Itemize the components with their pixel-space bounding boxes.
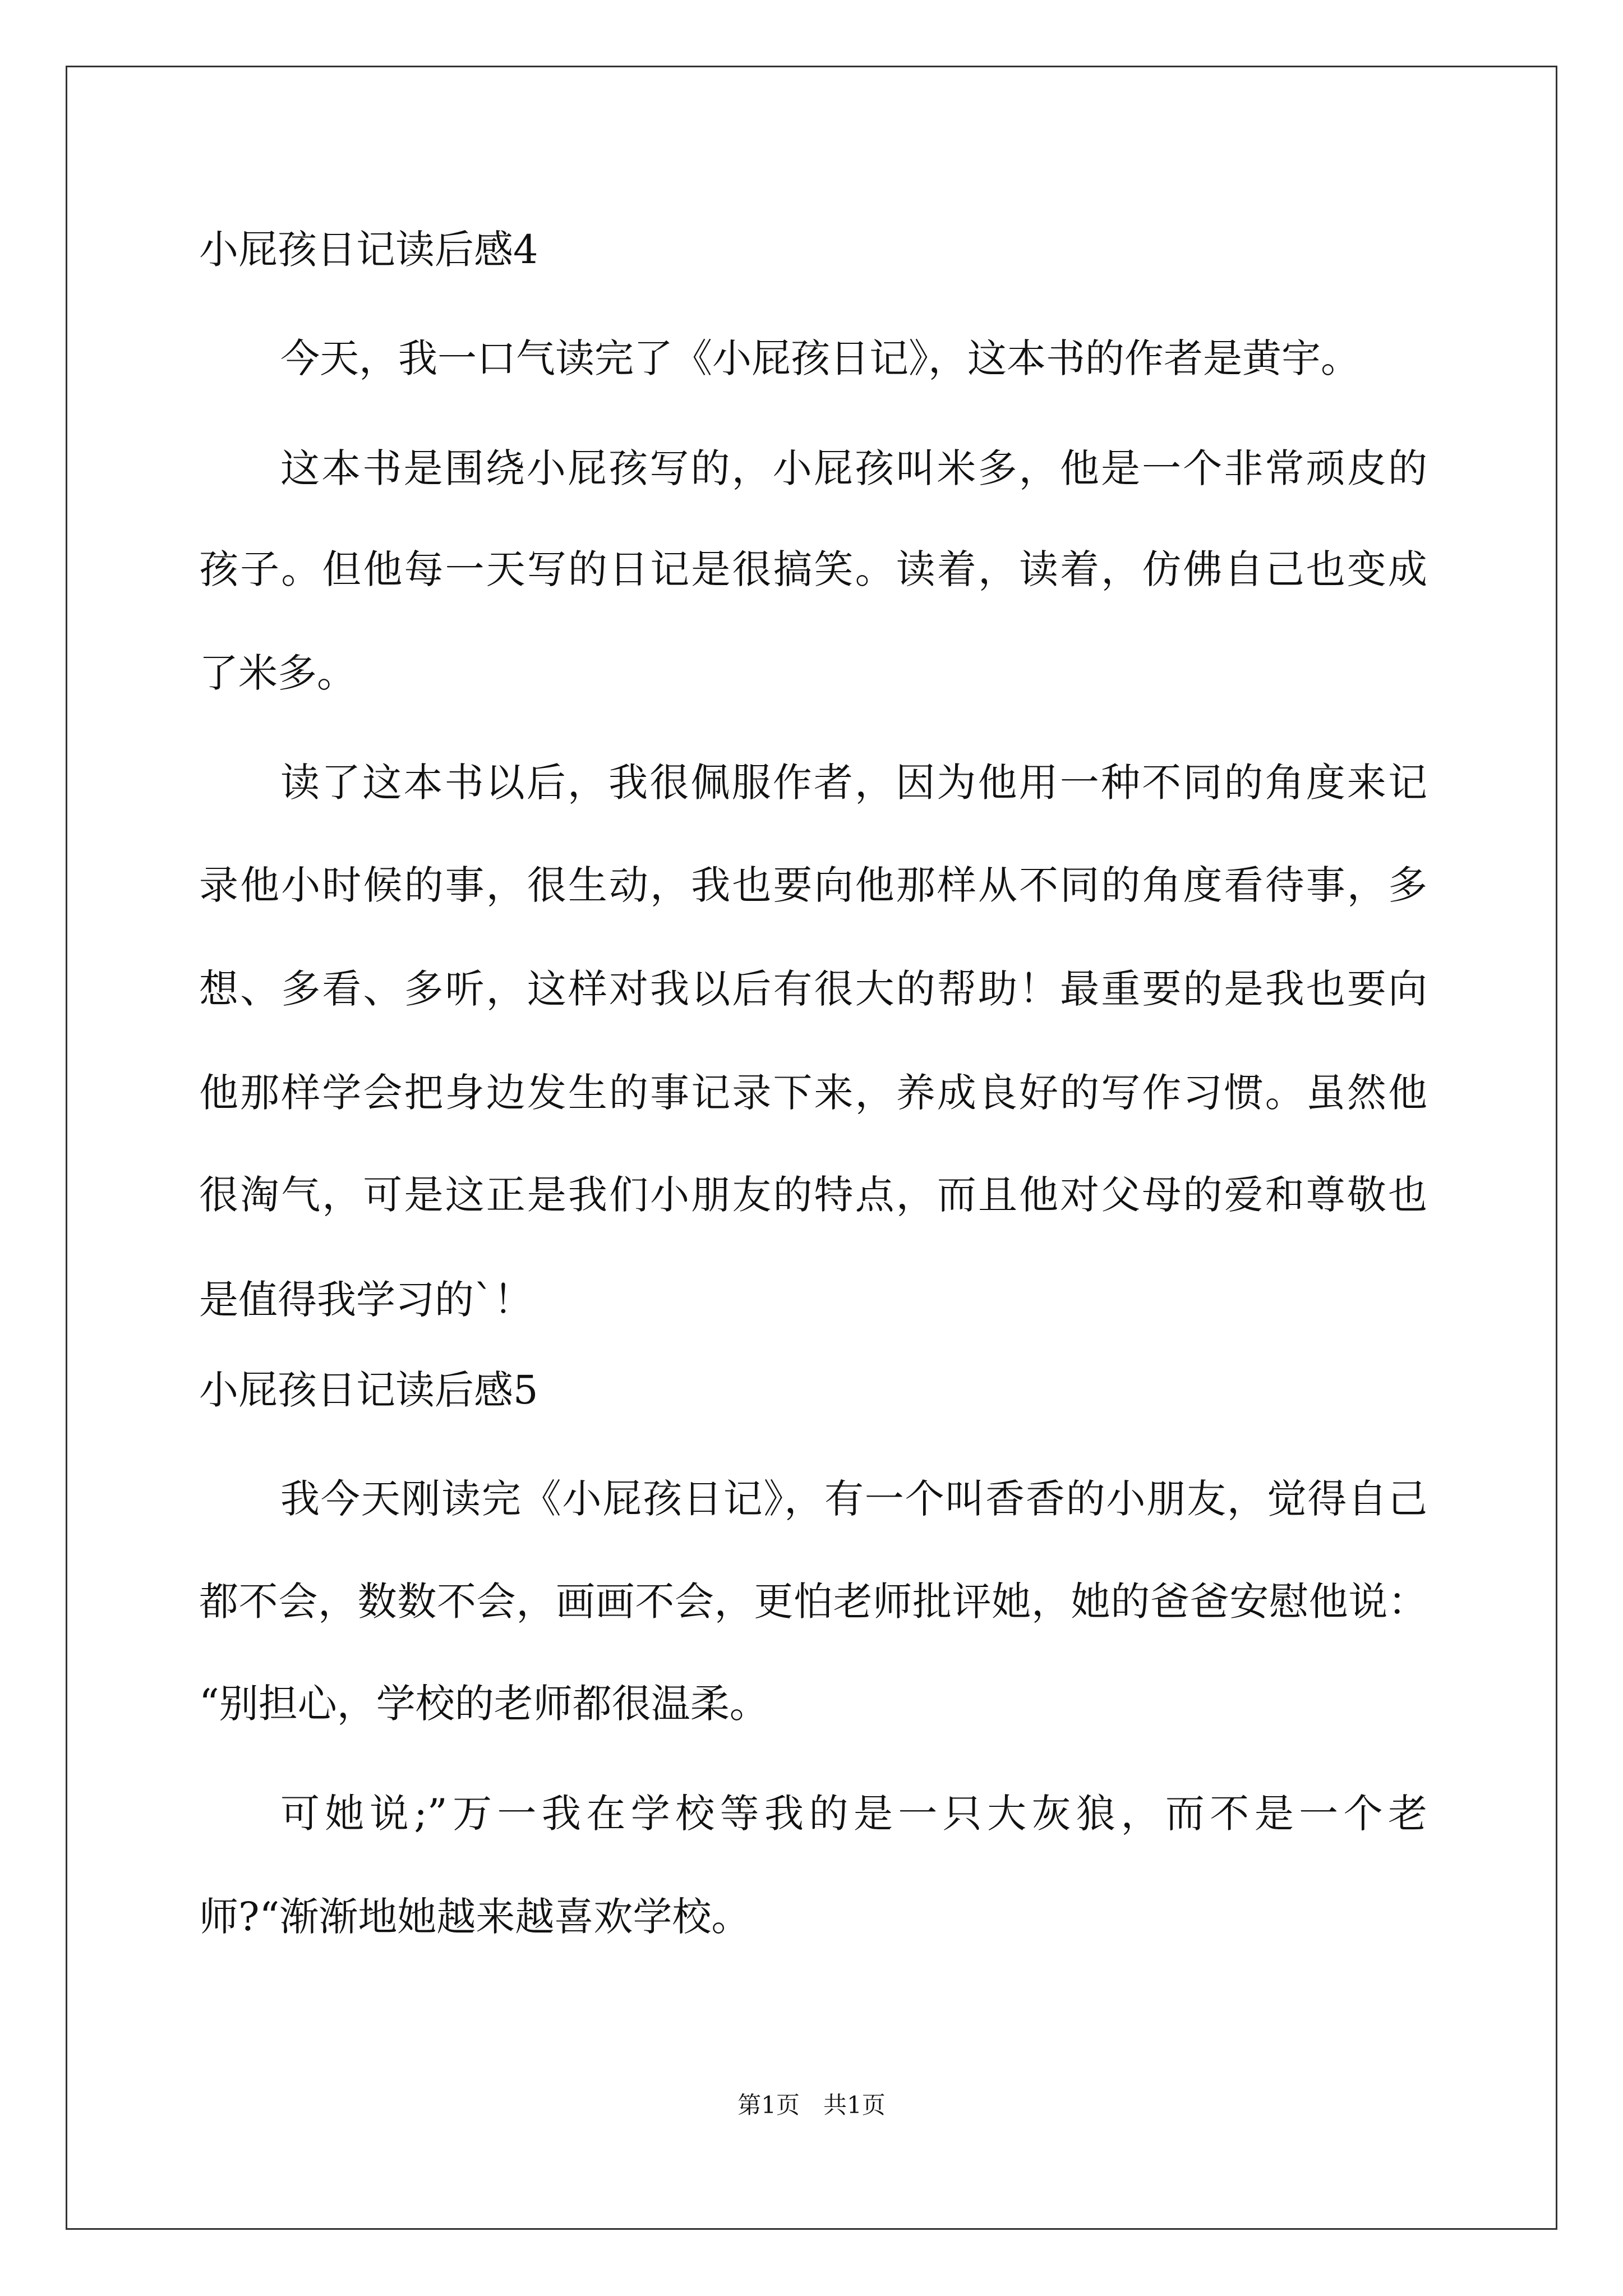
paragraph-4-2-line-2: 孩子。但他每一天写的日记是很搞笑。读着，读着，仿佛自己也变成 <box>199 546 1427 592</box>
paragraph-4-3-line-1: 读了这本书以后，我很佩服作者，因为他用一种不同的角度来记 <box>280 760 1427 806</box>
paragraph-4-2-line-1: 这本书是围绕小屁孩写的，小屁孩叫米多，他是一个非常顽皮的 <box>280 445 1427 491</box>
page-number-footer: 第1页 共1页 <box>737 2091 886 2119</box>
paragraph-5-1-line-3: “别担心，学校的老师都很温柔。 <box>199 1681 769 1727</box>
paragraph-5-2-line-2: 师?“渐渐地她越来越喜欢学校。 <box>199 1894 751 1940</box>
paragraph-4-3-line-2: 录他小时候的事，很生动，我也要向他那样从不同的角度看待事，多 <box>199 862 1427 908</box>
paragraph-4-3-line-4: 他那样学会把身边发生的事记录下来，养成良好的写作习惯。虽然他 <box>199 1070 1427 1116</box>
paragraph-5-1-line-2: 都不会，数数不会，画画不会，更怕老师批评她，她的爸爸安慰他说： <box>199 1579 1427 1625</box>
section-title-5: 小屁孩日记读后感5 <box>199 1367 538 1413</box>
paragraph-4-3-line-6: 是值得我学习的`！ <box>199 1277 533 1323</box>
paragraph-5-2-line-1: 可她说;”万一我在学校等我的是一只大灰狼，而不是一个老 <box>280 1791 1427 1837</box>
paragraph-4-2-line-3: 了米多。 <box>199 650 356 696</box>
paragraph-4-1-line-1: 今天，我一口气读完了《小屁孩日记》，这本书的作者是黄宇。 <box>280 335 1360 381</box>
paragraph-4-3-line-5: 很淘气，可是这正是我们小朋友的特点，而且他对父母的爱和尊敬也 <box>199 1172 1427 1218</box>
paragraph-4-3-line-3: 想、多看、多听，这样对我以后有很大的帮助！最重要的是我也要向 <box>199 966 1427 1012</box>
section-title-4: 小屁孩日记读后感4 <box>199 227 538 273</box>
paragraph-5-1-line-1: 我今天刚读完《小屁孩日记》，有一个叫香香的小朋友，觉得自己 <box>280 1476 1427 1522</box>
